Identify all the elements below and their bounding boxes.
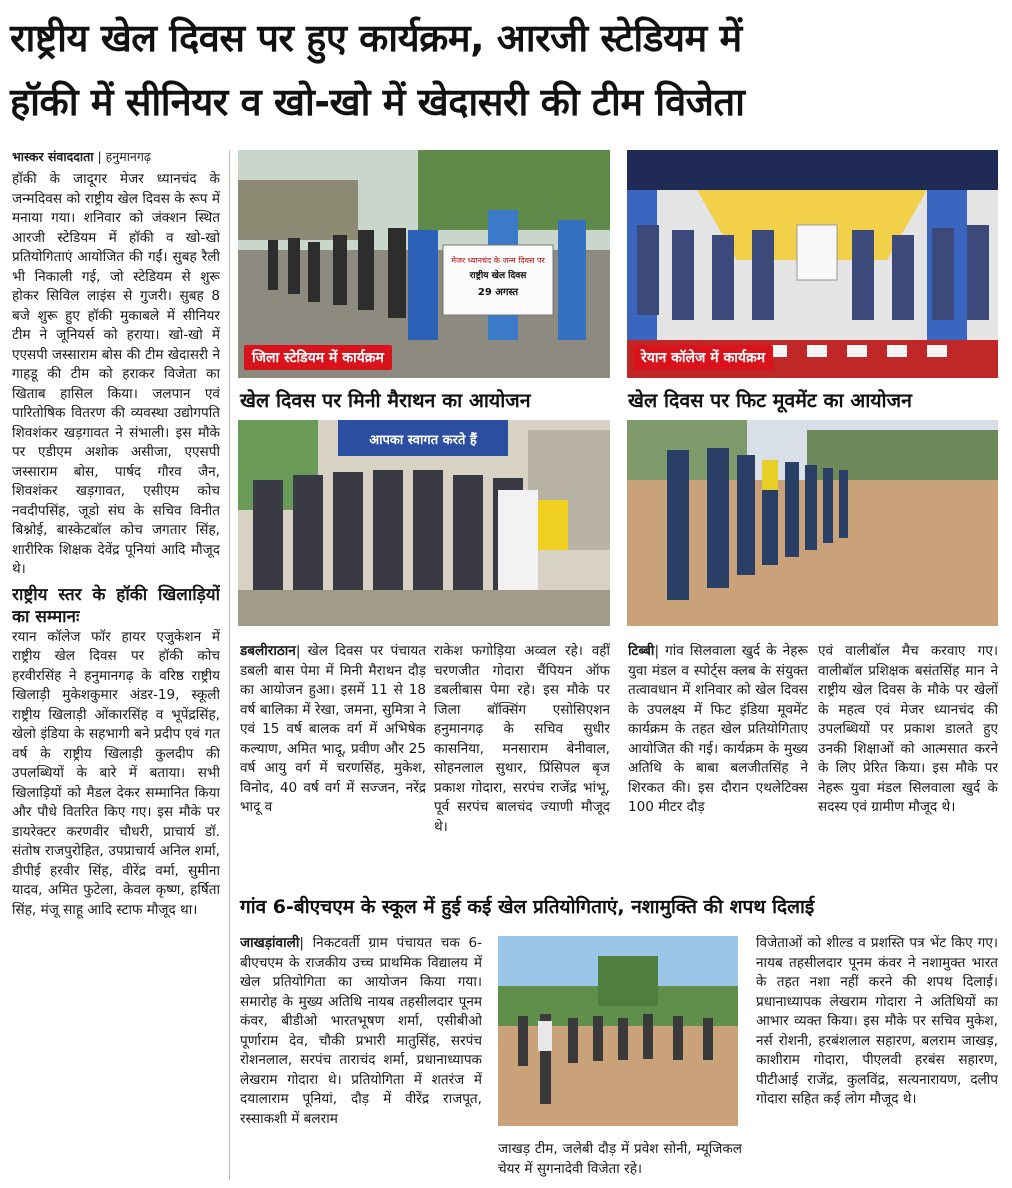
photo-college-group — [627, 150, 998, 378]
school-col-1 — [240, 934, 482, 1182]
college-image — [627, 150, 998, 378]
left-subhead: राष्ट्रीय स्तर के हॉकी खिलाड़ियों का सम्मानः — [12, 584, 220, 627]
marathon-dateline-sep: | — [295, 643, 308, 659]
school-photo-caption — [498, 1140, 742, 1184]
rally-image — [238, 150, 610, 378]
left-para-1: हॉकी के जादूगर मेजर ध्यानचंद के जन्मदिवस को राष्ट्रीय खेल दिवस के रूप में मनाया गया। शनिवार को जंक्शन स्थित आरजी स्टेडियम में हॉकी व खो-खो प्रतियोगिताएं आयोजित की गईं। सुबह रैली भी निकाली गई, जो स्टेडियम से शुरू होकर सिविल लाइंस से गुजरी। सुबह 8 बजे शुरू हुए हॉकी मुकाबले में सीनियर टीम ने जूनियर्स को हराया। खो-खो में एएसपी जस्साराम बोस की टीम खेदासरी ने गाहडू की टीम को हराकर विजेता का खिताब हासिल किया। जलपान एवं पारितोषिक वितरण की व्यवस्था उद्योगपति शिवशंकर खड़गावत ने संभाली। इस मौके पर एडीएम अशोक असीजा, एएसपी जस्साराम बोस, पार्षद गौरव जैन, शिवशंकर खड़गावत, एसीएम कोच नवदीपसिंह, जूडो संघ के सचिव विनीत बिश्नोई, बास्केटबॉल कोच जगतार सिंह, शारीरिक शिक्षक देवेंद्र पूनियां आदि मौजूद थे। — [12, 171, 220, 577]
school-col-3 — [756, 934, 998, 1182]
photo-rally — [238, 150, 610, 378]
fit-dateline-sep: | — [654, 643, 666, 659]
school-event-title: गांव 6-बीएचएम के स्कूल में हुई कई खेल प्रतियोगिताएं, नशामुक्ति की शपथ दिलाई — [240, 896, 815, 918]
marathon-text-1: खेल दिवस पर पंचायत डबली बास पेमा में मिनी मैराथन दौड़ का आयोजन हुआ। इसमें 11 से 18 वर्ष बालिका में रेखा, जमना, सुमित्रा ने एवं 15 वर्ष बालक वर्ग में अभिषेक कल्याण, अमित भादू, प्रवीण और 25 वर्ष आयु वर्ग में चरणसिंह, मुकेश, विनोद, 40 वर्ष वर्ग में सज्जन, नरेंद्र भादू व — [240, 643, 426, 815]
school-dateline-sep: | — [299, 935, 313, 951]
byline-reporter: भास्कर संवाददाता — [12, 149, 94, 164]
photo-caption-district-stadium: जिला स्टेडियम में कार्यक्रम — [244, 345, 392, 370]
rally-banner-line-1: मेजर ध्यानचंद के जन्म दिवस पर — [451, 256, 545, 265]
column-divider — [229, 150, 230, 1180]
marathon-col-1 — [240, 642, 426, 888]
marathon-image — [238, 420, 610, 626]
school-games-image — [498, 936, 738, 1126]
fit-movement-title: खेल दिवस पर फिट मूवमेंट का आयोजन — [628, 389, 912, 412]
byline — [12, 148, 151, 165]
rally-banner-line-2: राष्ट्रीय खेल दिवस — [469, 271, 527, 281]
fit-dateline: टिब्बी — [628, 643, 655, 659]
mini-marathon-title: खेल दिवस पर मिनी मैराथन का आयोजन — [240, 389, 531, 412]
photo-school-games — [498, 936, 738, 1126]
school-text-2: जाखड़ टीम, जलेबी दौड़ में प्रवेश सोनी, म्यूजिकल चेयर में सुगनादेवी विजेता रहे। — [498, 1141, 742, 1177]
headline-line-2: हॉकी में सीनियर व खो-खो में खेदासरी की टीम विजेता — [10, 80, 745, 124]
marathon-text-2: राकेश फगोड़िया अव्वल रहे। वहीं चरणजीत गोदारा चैंपियन ऑफ डबलीबास पेमा रहे। इस मौके पर जिला बॉक्सिंग एसोसिएशन हनुमानगढ़ के सचिव सुधीर कासनिया, मनसाराम बेनीवाल, सोहनलाल सुथार, प्रिंसिपल बृज प्रकाश गोदारा, सरपंच राजेंद्र भांभू, पूर्व सरपंच बालचंद ज्याणी मौजूद थे। — [434, 643, 610, 835]
byline-separator: | — [97, 149, 106, 164]
marathon-col-2 — [434, 642, 610, 888]
rally-banner-line-3: 29 अगस्त — [477, 287, 519, 298]
school-text-1: निकटवर्ती ग्राम पंचायत चक 6-बीएचएम के राजकीय उच्च प्राथमिक विद्यालय में खेल प्रतियोगिता का आयोजन किया गया। समारोह के मुख्य अतिथि नायब तहसीलदार पूनम कंवर, बीडीओ भारतभूषण शर्मा, एसीबीओ पूर्णाराम देव, चौकी प्रभारी मातुसिंह, सरपंच रोशनलाल, सरपंच ताराचंद शर्मा, प्रधानाध्यापक लेखराम गोदारा थे। प्रतियोगिता में शतरंज में दयालाराम पूनियां, दौड़ में वीरेंद्र राजपूत, रस्साकशी में बलराम — [240, 935, 482, 1127]
left-para-2: रयान कॉलेज फॉर हायर एजुकेशन में राष्ट्रीय खेल दिवस पर हॉकी कोच हरवीरसिंह ने हनुमानगढ़ के वरिष्ठ राष्ट्रीय खिलाड़ी मुकेशकुमार अंडर-19, स्कूली राष्ट्रीय खिलाड़ी ओंकारसिंह व भूपेंद्रसिंह, खेलो इंडिया के सहभागी बने प्रदीप एवं गत वर्ष के राष्ट्रीय खिलाड़ी कुलदीप की उपलब्धियों के बारे में बताया। सभी खिलाड़ियों को मैडल देकर सम्मानित किया और पौधे वितरित किए गए। इस मौके पर डायरेक्टर करणवीर चौधरी, प्राचार्य डॉ. संतोष राजपुरोहित, उपप्राचार्य अनिल शर्मा, डीपीई हरवीर सिंह, वीरेंद्र वर्मा, सुमीना यादव, अमित फुटेला, केवल कृष्ण, हर्षिता सिंह, मंजू साहू आदि स्टाफ मौजूद था। — [12, 628, 220, 918]
fit-col-1 — [628, 642, 808, 888]
fit-text-1: गांव सिलवाला खुर्द के नेहरू युवा मंडल व स्पोर्ट्स क्लब के संयुक्त तत्वावधान में शनिवार को खेल दिवस के उपलक्ष्य में फिट इंडिया मूवमेंट कार्यक्रम के तहत खेल प्रतियोगिताए आयोजित की गई। कार्यक्रम के मुख्य अतिथि के बाबा बलजीतसिंह ने शिरकत की। इस दौरान एथलेटिक्स 100 मीटर दौड़ — [628, 643, 808, 815]
fit-col-2 — [818, 642, 998, 888]
school-text-3: विजेताओं को शील्ड व प्रशस्ति पत्र भेंट किए गए। नायब तहसीलदार पूनम कंवर ने नशामुक्त भारत के तहत नशा नहीं करने की शपथ दिलाई। प्रधानाध्यापक लेखराम गोदारा ने अतिथियों का आभार व्यक्त किया। इस मौके पर सचिव मुकेश, नर्स रोशनी, हरबंशलाल सहारण, बलराम जाखड़, काशीराम गोदारा, पीएलवी हरबंस सहारण, पीटीआई राजेंद्र, कुलविंद्र, सत्यनारायण, दलीप गोदारा सहित कई लोग मौजूद थे। — [756, 935, 998, 1107]
athletes-image — [627, 420, 998, 626]
marathon-banner-text: आपका स्वागत करते हैं — [369, 433, 477, 448]
byline-place: हनुमानगढ़ — [105, 149, 151, 164]
headline-line-1: राष्ट्रीय खेल दिवस पर हुए कार्यक्रम, आरजी स्टेडियम में — [10, 16, 742, 60]
marathon-dateline: डबलीराठान — [240, 643, 296, 659]
photo-marathon-group — [238, 420, 610, 626]
fit-text-2: एवं वालीबॉल मैच करवाए गए। वालीबॉल प्रशिक्षक बसंतसिंह मान ने राष्ट्रीय खेल दिवस के मौके पर खेलों के महत्व एवं मेजर ध्यानचंद की उपलब्धियों पर प्रकाश डालते हुए उनकी शिक्षाओं को आत्मसात करने के लिए प्रेरित किया। इस मौके पर नेहरू युवा मंडल सिलवाला खुर्द के सदस्य एवं ग्रामीण मौजूद थे। — [818, 643, 998, 815]
photo-caption-ryan-college: रेयान कॉलेज में कार्यक्रम — [633, 345, 773, 370]
left-column — [12, 170, 220, 1182]
photo-athletes — [627, 420, 998, 626]
school-dateline: जाखड़ांवाली — [240, 935, 300, 951]
